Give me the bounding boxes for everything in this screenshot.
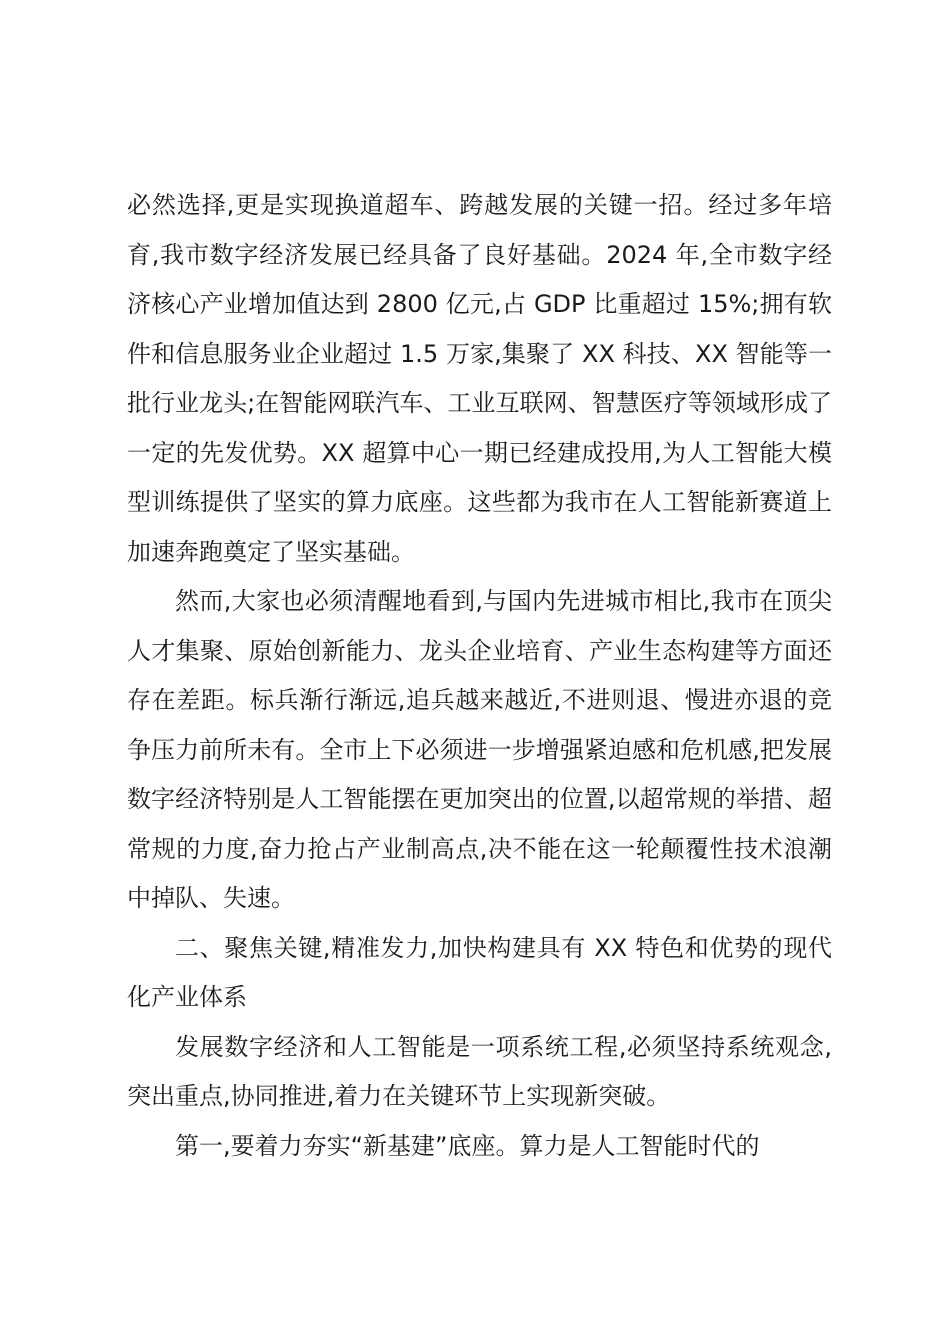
document-body — [127, 181, 832, 1171]
paragraph-gap-analysis: 然而,大家也必须清醒地看到,与国内先进城市相比,我市在顶尖人才集聚、原始创新能力、龙头企业培育、产业生态构建等方面还存在差距。标兵渐行渐远,追兵越来越近,不进则退、慢进亦退的竞争压力前所未有。全市上下必须进一步增强紧迫感和危机感,把发展数字经济特别是人工智能摆在更加突出的位置,以超常规的举措、超常规的力度,奋力抢占产业制高点,决不能在这一轮颠覆性技术浪潮中掉队、失速。 — [127, 587, 832, 912]
section-heading: 二、聚焦关键,精准发力,加快构建具有 XX 特色和优势的现代化产业体系 — [127, 933, 832, 1011]
paragraph-continuation: 必然选择,更是实现换道超车、跨越发展的关键一招。经过多年培育,我市数字经济发展已经具备了良好基础。2024 年,全市数字经济核心产业增加值达到 2800 亿元,占 GDP 比重超过 15%;拥有软件和信息服务业企业超过 1.5 万家,集聚了 XX 科技、XX 智能等一批行业龙头;在智能网联汽车、工业互联网、智慧医疗等领域形成了一定的先发优势。XX 超算中心一期已经建成投用,为人工智能大模型训练提供了坚实的算力底座。这些都为我市在人工智能新赛道上加速奔跑奠定了坚实基础。 — [127, 191, 832, 566]
paragraph-system-approach: 发展数字经济和人工智能是一项系统工程,必须坚持系统观念,突出重点,协同推进,着力在关键环节上实现新突破。 — [127, 1032, 832, 1110]
paragraph-first-point: 第一,要着力夯实“新基建”底座。算力是人工智能时代的 — [175, 1131, 760, 1160]
